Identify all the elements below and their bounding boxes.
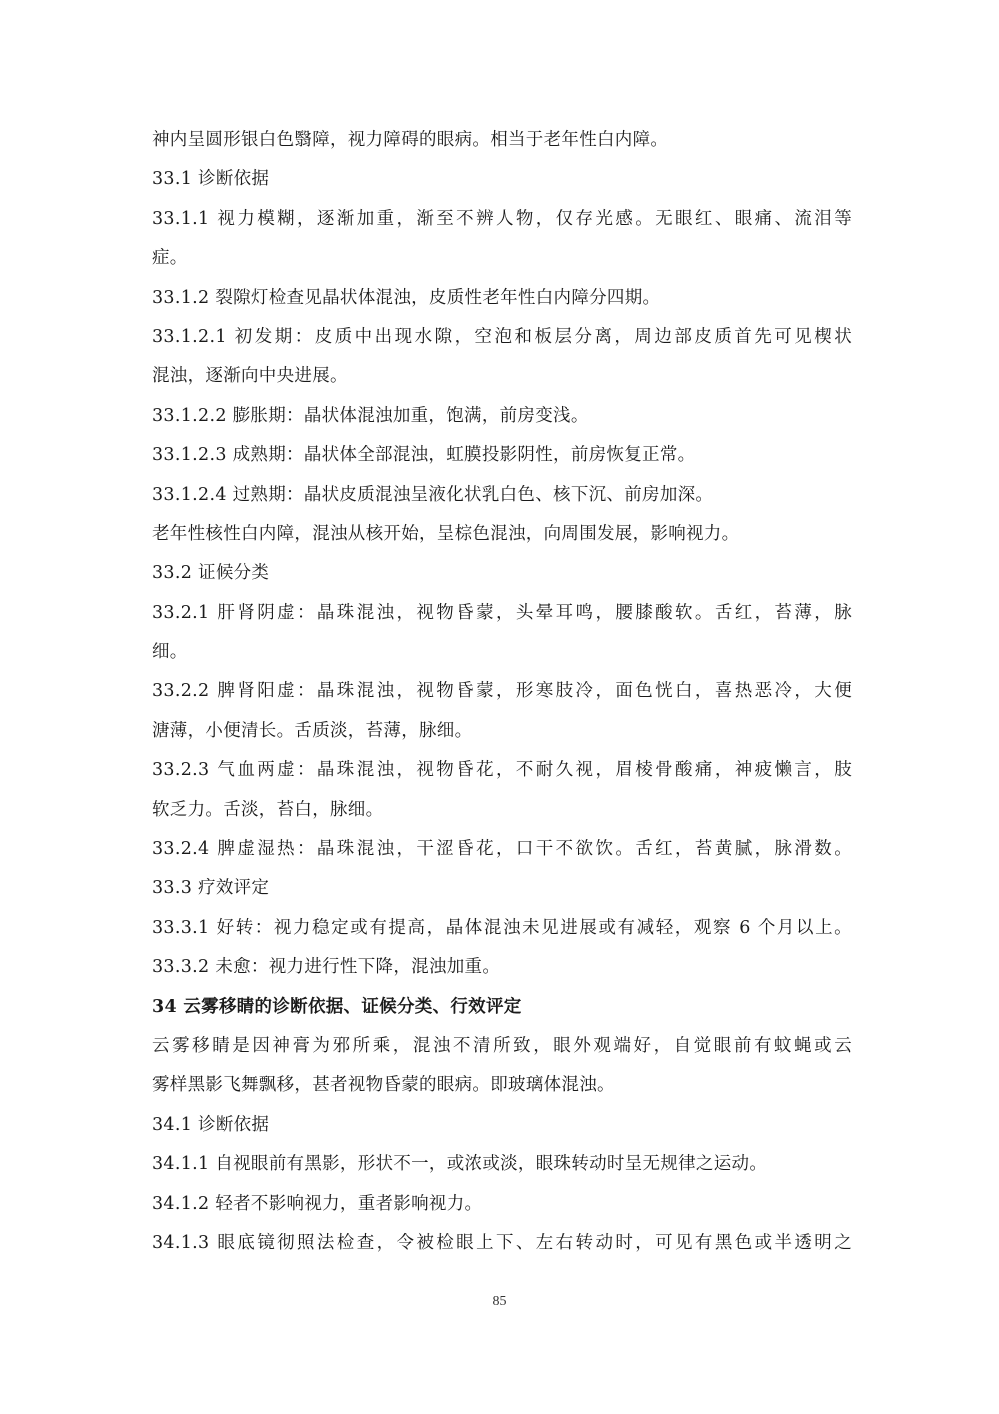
text-line: 混浊，逐渐向中央进展。 xyxy=(152,366,348,387)
text-line: 33.2.1 肝肾阴虚：晶珠混浊，视物昏蒙，头晕耳鸣，腰膝酸软。舌红，苔薄，脉 xyxy=(152,602,852,623)
text-line: 软乏力。舌淡，苔白，脉细。 xyxy=(152,799,384,820)
text-line: 34.1.1 自视眼前有黑影，形状不一，或浓或淡，眼珠转动时呈无规律之运动。 xyxy=(152,1154,768,1175)
section-heading: 33.3 疗效评定 xyxy=(152,878,270,899)
text-line: 33.1.2.4 过熟期：晶状皮质混浊呈液化状乳白色、核下沉、前房加深。 xyxy=(152,484,714,505)
text-line: 33.1.2.1 初发期：皮质中出现水隙，空泡和板层分离，周边部皮质首先可见楔状 xyxy=(152,326,852,347)
section-heading: 33.1 诊断依据 xyxy=(152,169,270,190)
text-line: 溏薄，小便清长。舌质淡，苔薄，脉细。 xyxy=(152,720,473,741)
section-heading: 34.1 诊断依据 xyxy=(152,1114,270,1135)
text-line: 34.1.3 眼底镜彻照法检查，令被检眼上下、左右转动时，可见有黑色或半透明之 xyxy=(152,1232,852,1253)
text-line: 33.3.1 好转：视力稳定或有提高，晶体混浊未见进展或有减轻，观察 6 个月以上。 xyxy=(152,917,852,938)
text-line: 雾样黑影飞舞飘移，甚者视物昏蒙的眼病。即玻璃体混浊。 xyxy=(152,1075,615,1096)
text-line: 33.1.2 裂隙灯检查见晶状体混浊，皮质性老年性白内障分四期。 xyxy=(152,287,661,308)
text-line: 33.1.1 视力模糊，逐渐加重，渐至不辨人物，仅存光感。无眼红、眼痛、流泪等 xyxy=(152,208,852,229)
text-line: 老年性核性白内障，混浊从核开始，呈棕色混浊，向周围发展，影响视力。 xyxy=(152,523,740,544)
text-line: 33.1.2.2 膨胀期：晶状体混浊加重，饱满，前房变浅。 xyxy=(152,405,589,426)
section-heading: 33.2 证候分类 xyxy=(152,563,270,584)
document-body xyxy=(152,121,852,1263)
text-line: 33.2.2 脾肾阳虚：晶珠混浊，视物昏蒙，形寒肢冷，面色恍白，喜热恶冷，大便 xyxy=(152,681,852,702)
text-line: 33.2.3 气血两虚：晶珠混浊，视物昏花，不耐久视，眉棱骨酸痛，神疲懒言，肢 xyxy=(152,760,852,781)
page-number: 85 xyxy=(492,1294,507,1309)
text-line: 云雾移睛是因神膏为邪所乘，混浊不清所致，眼外观端好，自觉眼前有蚊蝇或云 xyxy=(152,1035,852,1056)
chapter-heading: 34 云雾移睛的诊断依据、证候分类、行效评定 xyxy=(152,996,522,1017)
text-line: 34.1.2 轻者不影响视力，重者影响视力。 xyxy=(152,1193,483,1214)
text-line: 症。 xyxy=(152,248,188,269)
text-line: 神内呈圆形银白色翳障，视力障碍的眼病。相当于老年性白内障。 xyxy=(152,130,669,150)
text-line: 细。 xyxy=(152,642,188,663)
text-line: 33.3.2 未愈：视力进行性下降，混浊加重。 xyxy=(152,957,501,978)
text-line: 33.2.4 脾虚湿热：晶珠混浊，干涩昏花，口干不欲饮。舌红，苔黄腻，脉滑数。 xyxy=(152,839,852,860)
text-line: 33.1.2.3 成熟期：晶状体全部混浊，虹膜投影阴性，前房恢复正常。 xyxy=(152,445,696,466)
